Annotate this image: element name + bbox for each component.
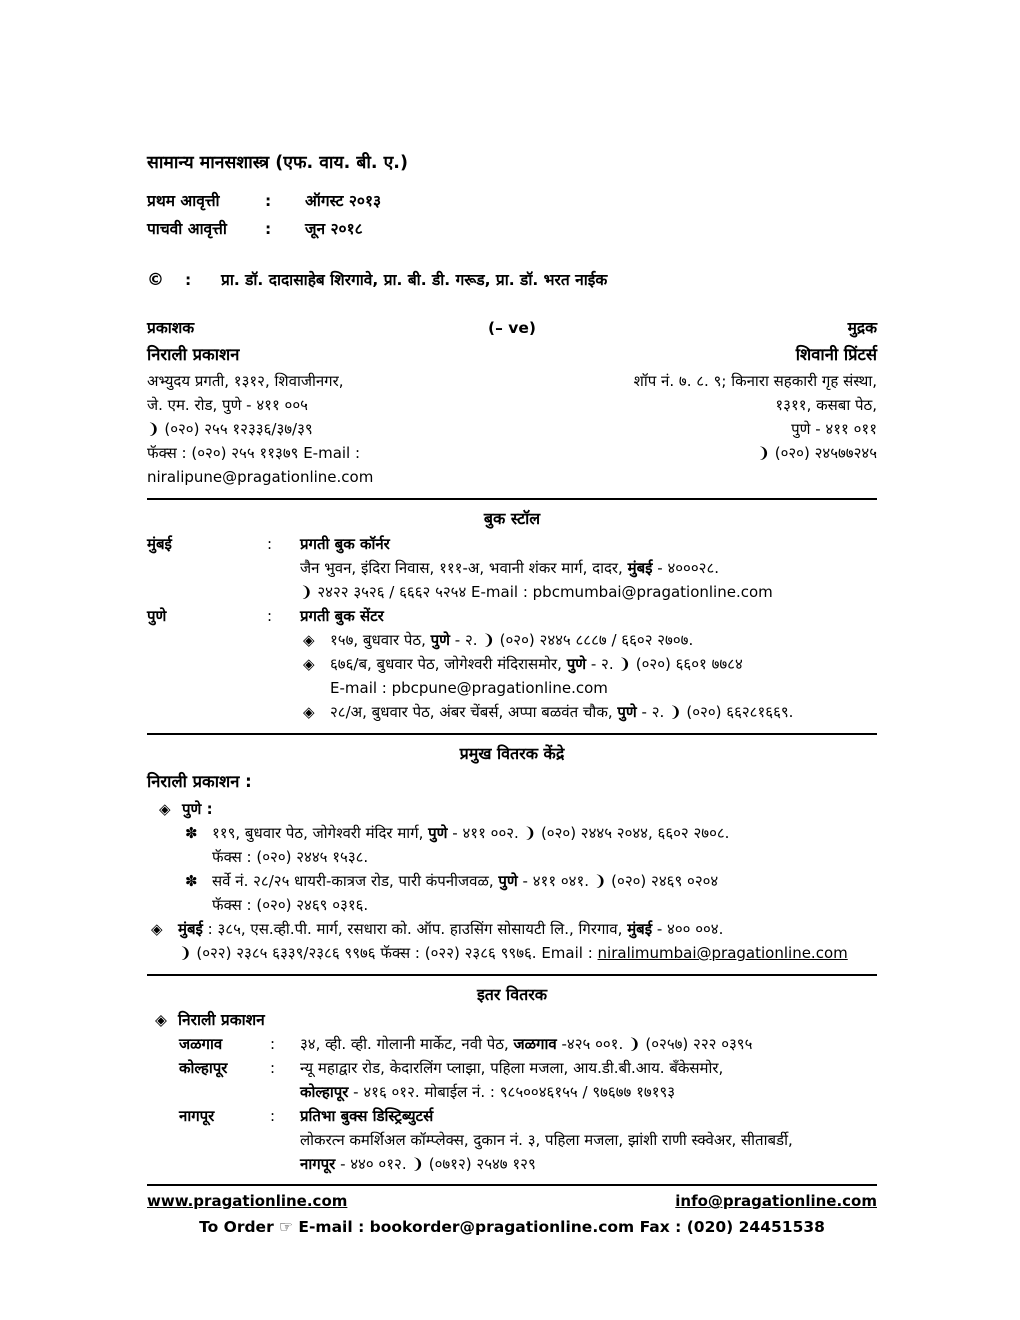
divider-rule: [147, 974, 877, 976]
book-stall-pune-row: [147, 604, 877, 628]
city-label: मुंबई: [147, 535, 172, 553]
city-label: कोल्हापूर: [179, 1059, 228, 1077]
publisher-phone-line: ❩ (०२०) २५५ १२३३६/३७/३९: [147, 420, 313, 438]
book-stall-mumbai-row: [147, 532, 877, 556]
printer-address-line: पुणे - ४११ ०११: [791, 420, 877, 438]
store-phone-line: ❩ २४२२ ३५२६ / ६६६२ ५२५४ E-mail : pbcmumbai@pragationline.com: [300, 583, 773, 601]
other-distributor-row: [179, 1032, 877, 1056]
other-distributor-row: [179, 1056, 877, 1080]
authors: प्रा. डॉ. दादासाहेब शिरगावे, प्रा. बी. डी. गरूड, प्रा. डॉ. भरत नाईक: [221, 271, 608, 289]
diamond-bullet-icon: ◈: [159, 800, 171, 818]
printer-heading: मुद्रक: [847, 319, 877, 337]
website-link: www.pragationline.com: [147, 1192, 348, 1210]
edition-label: प्रथम आवृत्ती: [147, 192, 220, 210]
colon-separator: :: [267, 535, 273, 553]
center-note: (– ve): [488, 319, 536, 337]
copyright-row: [147, 267, 877, 293]
diamond-bullet-icon: ◈: [303, 655, 315, 673]
distributor-address-line: लोकरत्न कमर्शिअल कॉम्प्लेक्स, दुकान नं. ३, पहिला मजला, झांशी राणी स्क्वेअर, सीताबर्डी,: [300, 1131, 793, 1149]
diamond-bullet-icon: ◈: [151, 920, 163, 938]
edition-value: जून २०१८: [305, 220, 363, 238]
other-distributor-row: [179, 1104, 877, 1128]
store-name: प्रगती बुक कॉर्नर: [300, 535, 390, 553]
book-stall-heading: बुक स्टॉल: [483, 509, 541, 528]
other-distributor-publisher-name: निराली प्रकाशन: [178, 1011, 265, 1029]
asterisk-bullet-icon: ✽: [185, 824, 198, 842]
branch-email-line: E-mail : pbcpune@pragationline.com: [330, 679, 608, 697]
publisher-heading: प्रकाशक: [147, 319, 195, 337]
city-label: पुणे: [147, 607, 167, 625]
city-label: जळगाव: [179, 1035, 223, 1053]
store-name: प्रगती बुक सेंटर: [300, 607, 384, 625]
distributor-address-line: सर्वे नं. २८/२५ धायरी-कात्रज रोड, पारी कंपनीजवळ, पुणे - ४११ ०४१. ❩ (०२०) २४६९ ०२०४: [212, 872, 719, 890]
distributor-phone-email-line: ❩ (०२२) २३८५ ६३३९/२३८६ ९९७६ फॅक्स : (०२२) २३८६ ९९७६. Email : niralimumbai@pragationline.com: [179, 944, 848, 962]
printer-address-line: १३११, कसबा पेठ,: [775, 396, 877, 414]
page-content: [147, 150, 877, 1241]
footer-rule: [147, 1184, 877, 1186]
colon-separator: :: [185, 271, 192, 289]
distributor-publisher-name: निराली प्रकाशन :: [147, 772, 252, 791]
book-title: सामान्य मानसशास्त्र (एफ. वाय. बी. ए.): [147, 153, 408, 173]
distributor-city-label: पुणे :: [182, 800, 213, 818]
distributor-city-row: [159, 797, 877, 821]
publisher-printer-heading-row: [147, 315, 877, 341]
printer-name: शिवानी प्रिंटर्स: [795, 345, 877, 364]
colon-separator: :: [270, 1059, 276, 1077]
distributor-fax-line: फॅक्स : (०२०) २४६९ ०३१६.: [212, 896, 369, 914]
store-branch-item: [303, 700, 877, 724]
info-email-link: info@pragationline.com: [675, 1192, 877, 1210]
colon-separator: :: [267, 607, 273, 625]
diamond-bullet-icon: ◈: [303, 703, 315, 721]
distributor-phone-line: नागपूर - ४४० ०१२. ❩ (०७१२) २५४७ १२९: [300, 1155, 536, 1173]
distributors-heading: प्रमुख वितरक केंद्रे: [459, 744, 565, 763]
branch-address-line: ६७६/ब, बुधवार पेठ, जोगेश्वरी मंदिरासमोर, पुणे - २. ❩ (०२०) ६६०१ ७७८४: [330, 655, 743, 673]
publisher-name: निराली प्रकाशन: [147, 345, 240, 364]
publisher-address-line: अभ्युदय प्रगती, १३१२, शिवाजीनगर,: [147, 372, 344, 390]
branch-address-line: २८/अ, बुधवार पेठ, अंबर चेंबर्स, अप्पा बळवंत चौक, पुणे - २. ❩ (०२०) ६६२८१६६९.: [330, 703, 794, 721]
publisher-printer-columns: [147, 341, 877, 489]
other-distributors-heading: इतर वितरक: [476, 985, 548, 1004]
publisher-fax-email-line: फॅक्स : (०२०) २५५ ११३७९ E-mail : niralipune@pragationline.com: [147, 444, 374, 486]
colon-separator: :: [270, 1035, 276, 1053]
footer-links-row: [147, 1188, 877, 1214]
diamond-bullet-icon: ◈: [155, 1011, 167, 1029]
asterisk-bullet-icon: ✽: [185, 872, 198, 890]
distributor-address-line: न्यू महाद्वार रोड, केदारलिंग प्लाझा, पहिला मजला, आय.डी.बी.आय. बँकेसमोर,: [300, 1059, 724, 1077]
divider-rule: [147, 498, 877, 500]
colon-separator: :: [270, 1107, 276, 1125]
edition-row-first: [147, 187, 877, 215]
distributor-item: [151, 917, 877, 941]
distributor-address-line: कोल्हापूर - ४१६ ०१२. मोबाईल नं. : ९८५००४६१५५ / ९७६७७ १७१९३: [300, 1083, 676, 1101]
divider-rule: [147, 733, 877, 735]
store-branch-item: [303, 628, 877, 652]
publisher-column: [147, 341, 512, 489]
store-branch-item: [303, 652, 877, 676]
diamond-bullet-icon: ◈: [303, 631, 315, 649]
distributor-name-line: प्रतिभा बुक्स डिस्ट्रिब्युटर्स: [300, 1107, 434, 1125]
distributor-address-line: ३४, व्ही. व्ही. गोलानी मार्केट, नवी पेठ, जळगाव -४२५ ००१. ❩ (०२५७) २२२ ०३९५: [300, 1035, 753, 1053]
other-distributor-publisher-row: [155, 1008, 877, 1032]
order-info-line: To Order ☞ E-mail : bookorder@pragationline.com Fax : (020) 24451538: [199, 1218, 825, 1236]
copyright-icon: ©: [147, 270, 164, 290]
distributor-address-line: मुंबई : ३८५, एस.व्ही.पी. मार्ग, रसधारा को. ऑप. हाउसिंग सोसायटी लि., गिरगाव, मुंबई - ४०० ००४.: [178, 920, 724, 938]
distributor-item: [185, 869, 877, 893]
distributor-address-line: ११९, बुधवार पेठ, जोगेश्वरी मंदिर मार्ग, पुणे - ४११ ००२. ❩ (०२०) २४४५ २०४४, ६६०२ २७०८.: [212, 824, 730, 842]
printer-column: [527, 341, 877, 489]
branch-address-line: १५७, बुधवार पेठ, पुणे - २. ❩ (०२०) २४४५ ८८८७ / ६६०२ २७०७.: [330, 631, 694, 649]
distributor-fax-line: फॅक्स : (०२०) २४४५ १५३८.: [212, 848, 369, 866]
store-address-line: जैन भुवन, इंदिरा निवास, १११-अ, भवानी शंकर मार्ग, दादर, मुंबई - ४०००२८.: [300, 559, 720, 577]
edition-row-fifth: [147, 215, 877, 243]
colon-separator: :: [265, 220, 272, 238]
printer-address-line: शॉप नं. ७. ८. ९; किनारा सहकारी गृह संस्था,: [633, 372, 877, 390]
publisher-address-line: जे. एम. रोड, पुणे - ४११ ००५: [147, 396, 308, 414]
city-label: नागपूर: [179, 1107, 215, 1125]
edition-label: पाचवी आवृत्ती: [147, 220, 227, 238]
distributor-item: [185, 821, 877, 845]
colon-separator: :: [265, 192, 272, 210]
printer-phone-line: ❩ (०२०) २४५७७२४५: [757, 444, 877, 462]
edition-value: ऑगस्ट २०१३: [305, 192, 382, 210]
